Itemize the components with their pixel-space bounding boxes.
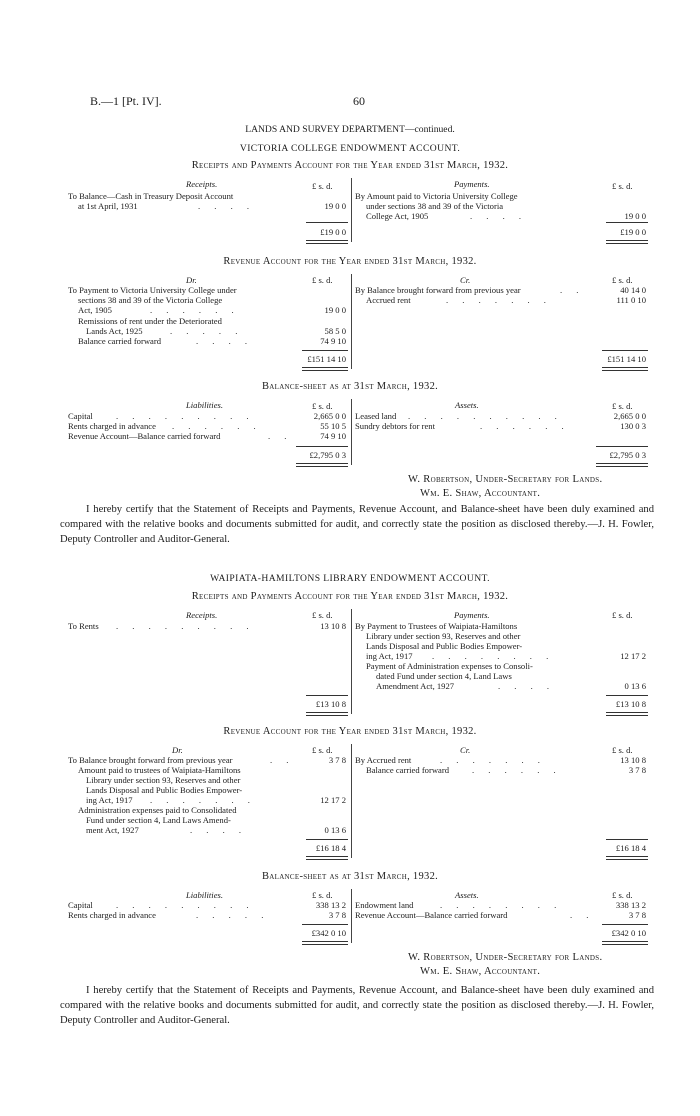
wh-bs-left-total: £342 0 10 — [311, 928, 346, 938]
page-number: 60 — [353, 94, 365, 108]
wh-rev-left-line: ing Act, 1917 — [86, 795, 133, 805]
wh-signature-2: Wm. E. Shaw, Accountant. — [420, 966, 541, 977]
wh-rev-left-line: Amount paid to trustees of Waipiata-Hamiltons — [78, 765, 241, 775]
vc-bs-right-line: Sundry debtors for rent — [355, 421, 435, 431]
wh-signature-1: W. Robertson, Under-Secretary for Lands. — [408, 952, 603, 963]
vc-rp-left-line: at 1st April, 1931 — [78, 201, 138, 211]
vc-rp-right-line: under sections 38 and 39 of the Victoria — [366, 201, 504, 211]
vc-rp-right-amount: 19 0 0 — [624, 211, 646, 221]
wh-rp-right-head: Payments. — [454, 610, 490, 620]
vc-bs-right-amount: 2,665 0 0 — [613, 411, 646, 421]
vc-bs-left-line: Rents charged in advance — [68, 421, 156, 431]
wh-bs-left-amount: 3 7 8 — [328, 910, 346, 920]
vc-rp-left-amount: 19 0 0 — [324, 201, 346, 211]
vc-rev-left-line: Remissions of rent under the Deteriorated — [78, 316, 222, 326]
wh-rp-left-amount: 13 10 8 — [320, 621, 346, 631]
leader-dots: . . . . . . . . . — [116, 411, 255, 421]
vc-rev-left-line: Lands Act, 1925 — [86, 326, 143, 336]
vc-certificate: I hereby certify that the Statement of Receipts and Payments, Revenue Account, and Balance-sheet have been duly examined and compared with the relative books and documents submitted for audit, and correctly state the position as disclosed thereby.—J. H. Fowler, Deputy Controller and Auditor-General. — [60, 504, 654, 545]
leader-dots: . . . . . — [196, 910, 270, 920]
leader-dots: . . . . . . — [172, 421, 262, 431]
wh-rev-dr: Dr. — [172, 745, 183, 755]
vc-rev-title: Revenue Account for the Year ended 31st March, 1932. — [223, 256, 477, 267]
leader-dots: . . . . . . . . — [440, 900, 563, 910]
vc-rev-right-total: £151 14 10 — [607, 354, 646, 364]
wh-rp-right-line: Library under section 93, Reserves and other — [366, 631, 521, 641]
leader-dots: . . . . . . . . . — [116, 621, 255, 631]
wh-bs-left-line: Rents charged in advance — [68, 910, 156, 920]
wh-rp-left-line: To Rents — [68, 621, 99, 631]
wh-rp-right-amount: 0 13 6 — [624, 681, 646, 691]
wh-bs-right-cur: £ s. d. — [612, 890, 633, 900]
wh-rev-title: Revenue Account for the Year ended 31st March, 1932. — [223, 726, 477, 737]
wh-rp-right-line: Lands Disposal and Public Bodies Empower- — [366, 641, 523, 651]
leader-dots: . . . . — [498, 681, 556, 691]
page-ref: B.—1 [Pt. IV]. — [90, 94, 162, 108]
wh-rev-right-total: £16 18 4 — [615, 843, 646, 853]
vc-rp-right-line: College Act, 1905 — [366, 211, 429, 221]
wh-rp-right-line: Payment of Administration expenses to Consoli- — [366, 661, 533, 671]
leader-dots: . . . . . — [170, 326, 244, 336]
leader-dots: . . . . — [198, 201, 256, 211]
leader-dots: . . . . . . — [150, 305, 240, 315]
wh-bs-left-amount: 338 13 2 — [315, 900, 346, 910]
vc-rev-right-cur: £ s. d. — [612, 275, 633, 285]
vc-bs-right-amount: 130 0 3 — [620, 421, 646, 431]
vc-rev-left-total: £151 14 10 — [307, 354, 346, 364]
wh-bs-right-line: Revenue Account—Balance carried forward — [355, 910, 508, 920]
wh-bs-left-cur: £ s. d. — [312, 890, 333, 900]
wh-rev-left-line: Library under section 93, Reserves and other — [86, 775, 241, 785]
vc-rev-left-cur: £ s. d. — [312, 275, 333, 285]
wh-rp-title: Receipts and Payments Account for the Year ended 31st March, 1932. — [191, 591, 509, 602]
wh-bs-right-amount: 338 13 2 — [615, 900, 646, 910]
vc-rev-left-amount: 19 0 0 — [324, 305, 346, 315]
wh-rp-right-total: £13 10 8 — [615, 699, 646, 709]
wh-bs-right-line: Endowment land — [355, 900, 414, 910]
leader-dots: . . . . — [190, 825, 248, 835]
leader-dots: . . . . . . . . — [432, 651, 555, 661]
wh-rp-left-cur: £ s. d. — [312, 610, 333, 620]
vc-bs-left-amount: 2,665 0 0 — [313, 411, 346, 421]
wh-bs-right-total: £342 0 10 — [611, 928, 646, 938]
leader-dots: . . . . . . . — [440, 755, 546, 765]
vc-bs-left-cur: £ s. d. — [312, 401, 333, 411]
vc-rp-right-total: £19 0 0 — [620, 227, 646, 237]
vc-rev-cr: Cr. — [460, 275, 471, 285]
wh-rev-left-total: £16 18 4 — [315, 843, 346, 853]
wh-certificate: I hereby certify that the Statement of Receipts and Payments, Revenue Account, and Balance-sheet have been duly examined and compared with the relative books and documents submitted for audit, and correctly state the position as disclosed thereby.—J. H. Fowler, Deputy Controller and Auditor-General. — [60, 985, 654, 1026]
wh-rp-right-line: Amendment Act, 1927 — [376, 681, 455, 691]
vc-signature-2: Wm. E. Shaw, Accountant. — [420, 488, 541, 499]
leader-dots: . . — [268, 431, 293, 441]
vc-rev-right-amount: 111 0 10 — [616, 295, 646, 305]
vc-rev-right-line: Accrued rent — [366, 295, 411, 305]
vc-bs-left-line: Revenue Account—Balance carried forward — [68, 431, 221, 441]
vc-bs-right-line: Leased land — [355, 411, 397, 421]
wh-bs-right-head: Assets. — [455, 890, 479, 900]
wh-title: WAIPIATA-HAMILTONS LIBRARY ENDOWMENT ACCOUNT. — [210, 573, 490, 584]
leader-dots: . . . . . . . — [150, 795, 256, 805]
wh-rp-left-head: Receipts. — [186, 610, 218, 620]
vc-bs-left-total: £2,795 0 3 — [309, 450, 346, 460]
vc-bs-left-amount: 74 9 10 — [320, 431, 346, 441]
vc-rp-right-head: Payments. — [454, 179, 490, 189]
wh-rev-left-amount: 0 13 6 — [324, 825, 346, 835]
wh-rev-right-line: By Accrued rent — [355, 755, 412, 765]
vc-rp-left-head: Receipts. — [186, 179, 218, 189]
vc-rev-right-amount: 40 14 0 — [620, 285, 646, 295]
leader-dots: . . . . . . . . . . — [408, 411, 563, 421]
vc-bs-left-line: Capital — [68, 411, 93, 421]
wh-rev-left-line: ment Act, 1927 — [86, 825, 139, 835]
wh-rev-right-cur: £ s. d. — [612, 745, 633, 755]
wh-bs-title: Balance-sheet as at 31st March, 1932. — [261, 871, 439, 882]
vc-rev-left-line: sections 38 and 39 of the Victoria College — [78, 295, 223, 305]
vc-bs-left-amount: 55 10 5 — [320, 421, 346, 431]
leader-dots: . . . . — [470, 211, 528, 221]
wh-rev-right-line: Balance carried forward — [366, 765, 450, 775]
department-heading: LANDS AND SURVEY DEPARTMENT—continued. — [245, 124, 455, 135]
vc-rev-dr: Dr. — [186, 275, 197, 285]
vc-rev-left-amount: 74 9 10 — [320, 336, 346, 346]
wh-rp-right-line: dated Fund under section 4, Land Laws — [376, 671, 512, 681]
wh-rp-left-total: £13 10 8 — [315, 699, 346, 709]
wh-rev-left-line: To Balance brought forward from previous year — [68, 755, 233, 765]
leader-dots: . . . . . . . . . — [116, 900, 255, 910]
wh-rev-left-amount: 12 17 2 — [320, 795, 346, 805]
vc-rev-right-line: By Balance brought forward from previous year — [355, 285, 521, 295]
vc-title: VICTORIA COLLEGE ENDOWMENT ACCOUNT. — [239, 143, 461, 154]
leader-dots: . . — [560, 285, 585, 295]
wh-rev-right-amount: 13 10 8 — [620, 755, 646, 765]
vc-signature-1: W. Robertson, Under-Secretary for Lands. — [408, 474, 603, 485]
vc-rp-right-cur: £ s. d. — [612, 181, 633, 191]
wh-rev-left-amount: 3 7 8 — [328, 755, 346, 765]
vc-rev-left-line: Act, 1905 — [78, 305, 112, 315]
wh-rev-left-line: Administration expenses paid to Consolidated — [78, 805, 237, 815]
vc-bs-right-total: £2,795 0 3 — [609, 450, 646, 460]
leader-dots: . . . . . . . — [446, 295, 552, 305]
wh-bs-left-line: Capital — [68, 900, 93, 910]
vc-rev-left-line: Balance carried forward — [78, 336, 162, 346]
vc-bs-left-head: Liabilities. — [186, 400, 224, 410]
wh-rev-left-line: Lands Disposal and Public Bodies Empower- — [86, 785, 243, 795]
wh-rev-right-amount: 3 7 8 — [628, 765, 646, 775]
leader-dots: . . . . . . — [480, 421, 570, 431]
wh-bs-right-amount: 3 7 8 — [628, 910, 646, 920]
vc-rp-left-line: To Balance—Cash in Treasury Deposit Account — [68, 191, 234, 201]
wh-rev-left-cur: £ s. d. — [312, 745, 333, 755]
vc-bs-title: Balance-sheet as at 31st March, 1932. — [261, 381, 439, 392]
wh-rev-cr: Cr. — [460, 745, 471, 755]
vc-rp-right-line: By Amount paid to Victoria University College — [355, 191, 518, 201]
wh-rp-right-line: By Payment to Trustees of Waipiata-Hamiltons — [355, 621, 518, 631]
vc-rev-left-amount: 58 5 0 — [324, 326, 346, 336]
wh-rp-right-line: ing Act, 1917 — [366, 651, 413, 661]
leader-dots: . . — [570, 910, 595, 920]
leader-dots: . . . . . . — [472, 765, 562, 775]
vc-rev-left-line: To Payment to Victoria University College under — [68, 285, 237, 295]
vc-bs-right-head: Assets. — [455, 400, 479, 410]
vc-bs-right-cur: £ s. d. — [612, 401, 633, 411]
vc-rp-left-cur: £ s. d. — [312, 181, 333, 191]
leader-dots: . . . . — [196, 336, 254, 346]
wh-rp-right-amount: 12 17 2 — [620, 651, 646, 661]
wh-bs-left-head: Liabilities. — [186, 890, 224, 900]
wh-rp-right-cur: £ s. d. — [612, 610, 633, 620]
wh-rev-left-line: Fund under section 4, Land Laws Amend- — [86, 815, 231, 825]
vc-rp-left-total: £19 0 0 — [320, 227, 346, 237]
leader-dots: . . — [270, 755, 295, 765]
vc-rp-title: Receipts and Payments Account for the Year ended 31st March, 1932. — [191, 160, 509, 171]
